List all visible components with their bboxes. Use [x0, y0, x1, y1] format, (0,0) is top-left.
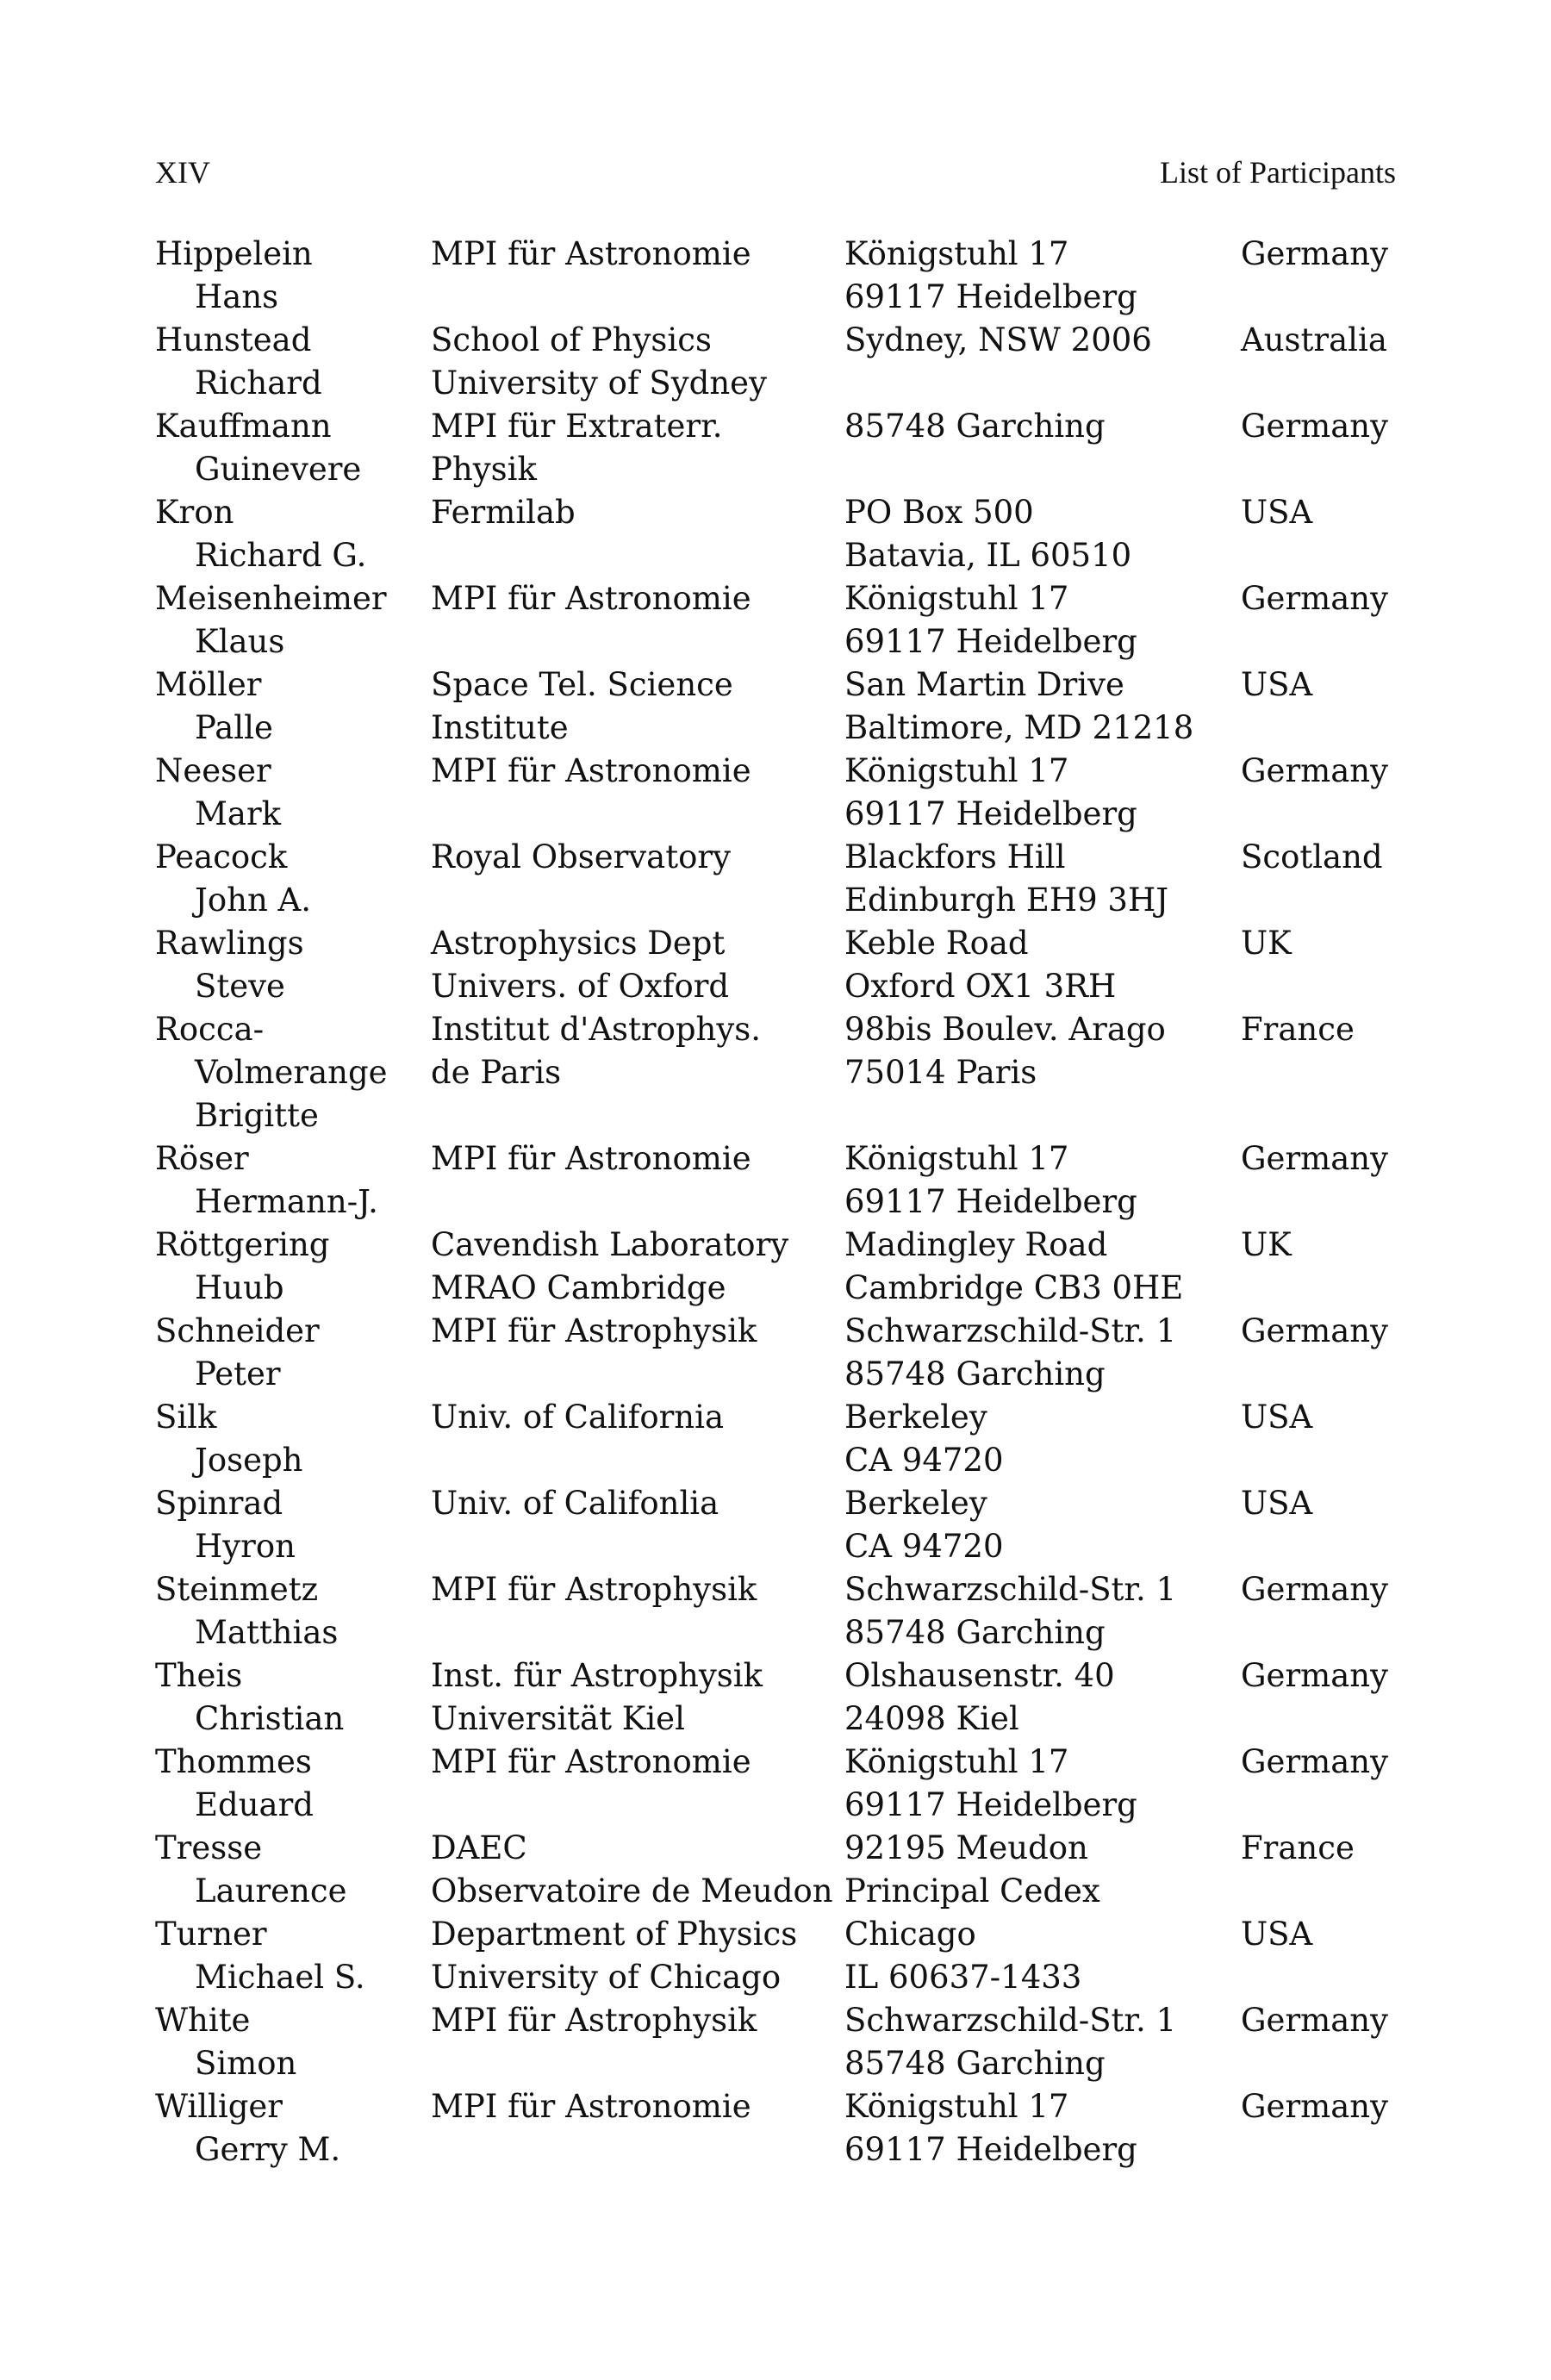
participant-institute: [431, 491, 844, 577]
participant-name: [155, 1224, 431, 1310]
participant-name: [155, 1482, 431, 1568]
participant-entry: [155, 319, 1405, 405]
participant-first-name: Hyron: [195, 1528, 296, 1565]
participant-country: [1241, 319, 1405, 405]
participant-first-name: Peter: [195, 1355, 281, 1392]
country-text: France: [1241, 1011, 1355, 1048]
participant-entry: [155, 750, 1405, 836]
participant-institute: [431, 750, 844, 836]
participant-entry: [155, 1482, 1405, 1568]
address-line: 69117 Heidelberg: [844, 795, 1137, 832]
institute-line: Fermilab: [431, 494, 576, 531]
participant-address: [844, 1396, 1241, 1482]
participant-surname: White: [155, 2002, 251, 2039]
institute-line: MPI für Astronomie: [431, 1743, 751, 1780]
address-line: Edinburgh EH9 3HJ: [844, 882, 1169, 919]
participant-name: [155, 319, 431, 405]
participant-first-name: Gerry M.: [195, 2131, 341, 2168]
address-line: Madingley Road: [844, 1226, 1108, 1263]
participant-address: [844, 664, 1241, 750]
address-line: 69117 Heidelberg: [844, 623, 1137, 660]
institute-line: MPI für Astronomie: [431, 580, 751, 617]
participant-institute: [431, 1827, 844, 1913]
participant-first-name: Laurence: [195, 1872, 347, 1910]
participant-country: [1241, 233, 1405, 319]
institute-line: MPI für Astronomie: [431, 2088, 751, 2125]
address-line: Oxford OX1 3RH: [844, 968, 1117, 1005]
running-title: List of Participants: [1160, 155, 1396, 190]
participant-first-name: Richard: [195, 364, 322, 402]
participant-entry: [155, 1999, 1405, 2085]
institute-line: MRAO Cambridge: [431, 1269, 726, 1306]
participant-entry: [155, 1396, 1405, 1482]
address-line: 85748 Garching: [844, 1614, 1106, 1651]
participant-surname: Hunstead: [155, 321, 312, 358]
participant-surname: Peacock: [155, 838, 288, 875]
country-text: UK: [1241, 925, 1292, 962]
participant-surname: Möller: [155, 666, 262, 703]
participant-name: [155, 1568, 431, 1654]
address-line: Königstuhl 17: [844, 235, 1069, 272]
participant-country: [1241, 2085, 1405, 2171]
institute-line: Inst. für Astrophysik: [431, 1657, 763, 1694]
participant-institute: [431, 319, 844, 405]
participant-surname: Volmerange: [195, 1054, 388, 1091]
participant-entry: [155, 1008, 1405, 1137]
institute-line: DAEC: [431, 1829, 527, 1866]
institute-line: de Paris: [431, 1054, 562, 1091]
address-line: IL 60637-1433: [844, 1959, 1082, 1996]
participant-entry: [155, 836, 1405, 922]
address-line: Berkeley: [844, 1485, 987, 1522]
institute-line: MPI für Astronomie: [431, 752, 751, 789]
address-line: Sydney, NSW 2006: [844, 321, 1152, 358]
participant-entry: [155, 2085, 1405, 2171]
institute-line: Department of Physics: [431, 1916, 798, 1953]
participant-address: [844, 1008, 1241, 1137]
participant-name: [155, 1310, 431, 1396]
participant-country: [1241, 1482, 1405, 1568]
participant-address: [844, 577, 1241, 664]
participant-surname: Tresse: [155, 1829, 263, 1866]
address-line: 85748 Garching: [844, 408, 1106, 445]
institute-line: Univers. of Oxford: [431, 968, 730, 1005]
participant-surname: Meisenheimer: [155, 580, 387, 617]
participant-name: [155, 1137, 431, 1224]
participant-name: [155, 664, 431, 750]
participant-address: [844, 1741, 1241, 1827]
address-line: Principal Cedex: [844, 1872, 1100, 1910]
participant-institute: [431, 1396, 844, 1482]
participant-entry: [155, 233, 1405, 319]
address-line: Olshausenstr. 40: [844, 1657, 1115, 1694]
address-line: 85748 Garching: [844, 2045, 1106, 2082]
participant-first-name: Christian: [195, 1700, 345, 1737]
institute-line: MPI für Astrophysik: [431, 1312, 757, 1349]
participant-country: [1241, 1224, 1405, 1310]
participant-name: [155, 1396, 431, 1482]
address-line: CA 94720: [844, 1528, 1004, 1565]
participant-address: [844, 2085, 1241, 2171]
country-text: Germany: [1241, 1743, 1389, 1780]
participant-surname: Steinmetz: [155, 1571, 319, 1608]
participant-first-name: Steve: [195, 968, 285, 1005]
institute-line: MPI für Astrophysik: [431, 1571, 757, 1608]
address-line: Königstuhl 17: [844, 752, 1069, 789]
participant-surname: Röser: [155, 1140, 249, 1177]
institute-line: Royal Observatory: [431, 838, 731, 875]
institute-line: Cavendish Laboratory: [431, 1226, 789, 1263]
country-text: France: [1241, 1829, 1355, 1866]
country-text: Germany: [1241, 752, 1389, 789]
country-text: Germany: [1241, 408, 1389, 445]
participant-first-name: Klaus: [195, 623, 285, 660]
institute-line: Univ. of Califonlia: [431, 1485, 719, 1522]
participant-first-name: Guinevere: [195, 451, 362, 488]
participant-surname: Neeser: [155, 752, 271, 789]
participant-country: [1241, 836, 1405, 922]
address-line: 85748 Garching: [844, 1355, 1106, 1392]
participant-institute: [431, 1310, 844, 1396]
participant-first-name: Hermann-J.: [195, 1183, 378, 1220]
address-line: 24098 Kiel: [844, 1700, 1019, 1737]
participant-address: [844, 1827, 1241, 1913]
participant-address: [844, 233, 1241, 319]
address-line: 69117 Heidelberg: [844, 278, 1137, 315]
address-line: 69117 Heidelberg: [844, 2131, 1137, 2168]
institute-line: Observatoire de Meudon: [431, 1872, 833, 1910]
address-line: Chicago: [844, 1916, 976, 1953]
participant-address: [844, 1999, 1241, 2085]
participant-name: [155, 1999, 431, 2085]
participant-name: [155, 836, 431, 922]
institute-line: MPI für Astronomie: [431, 1140, 751, 1177]
institute-line: Institute: [431, 709, 569, 746]
address-line: 92195 Meudon: [844, 1829, 1088, 1866]
country-text: Germany: [1241, 1571, 1389, 1608]
participant-country: [1241, 1008, 1405, 1137]
institute-line: MPI für Astrophysik: [431, 2002, 757, 2039]
institute-line: School of Physics: [431, 321, 712, 358]
participant-address: [844, 1654, 1241, 1741]
address-line: Schwarzschild-Str. 1: [844, 1312, 1177, 1349]
participant-country: [1241, 1741, 1405, 1827]
page-header: [155, 146, 1396, 198]
address-line: Königstuhl 17: [844, 1140, 1069, 1177]
participant-institute: [431, 233, 844, 319]
participant-institute: [431, 1913, 844, 1999]
participant-first-name: Mark: [195, 795, 282, 832]
participant-address: [844, 836, 1241, 922]
participant-surname: Spinrad: [155, 1485, 283, 1522]
address-line: Schwarzschild-Str. 1: [844, 2002, 1177, 2039]
participant-country: [1241, 664, 1405, 750]
participant-institute: [431, 405, 844, 491]
participant-first-name: Joseph: [195, 1442, 303, 1479]
country-text: Germany: [1241, 1657, 1389, 1694]
participant-institute: [431, 836, 844, 922]
country-text: UK: [1241, 1226, 1292, 1263]
participant-address: [844, 319, 1241, 405]
participant-name: [155, 233, 431, 319]
participant-name: [155, 750, 431, 836]
participant-surname: Kron: [155, 494, 234, 531]
participant-surname: Turner: [155, 1916, 267, 1953]
address-line: San Martin Drive: [844, 666, 1124, 703]
participant-address: [844, 1137, 1241, 1224]
participant-entry: [155, 405, 1405, 491]
institute-line: Universität Kiel: [431, 1700, 685, 1737]
participant-surname: Rocca-: [155, 1011, 265, 1048]
country-text: USA: [1241, 494, 1313, 531]
address-line: Königstuhl 17: [844, 580, 1069, 617]
participant-institute: [431, 1482, 844, 1568]
participant-entry: [155, 664, 1405, 750]
participant-surname: Thommes: [155, 1743, 312, 1780]
address-line: 69117 Heidelberg: [844, 1786, 1137, 1823]
institute-line: Astrophysics Dept: [431, 925, 726, 962]
country-text: Germany: [1241, 235, 1389, 272]
participant-country: [1241, 1654, 1405, 1741]
country-text: Australia: [1241, 321, 1387, 358]
country-text: Germany: [1241, 2088, 1389, 2125]
institute-line: MPI für Astronomie: [431, 235, 751, 272]
participant-name: [155, 1741, 431, 1827]
address-line: Cambridge CB3 0HE: [844, 1269, 1184, 1306]
participant-first-name: Brigitte: [195, 1097, 319, 1134]
participant-country: [1241, 491, 1405, 577]
participant-country: [1241, 1310, 1405, 1396]
address-line: 98bis Boulev. Arago: [844, 1011, 1166, 1048]
institute-line: Space Tel. Science: [431, 666, 733, 703]
participants-list: [155, 233, 1405, 2171]
participant-institute: [431, 1224, 844, 1310]
country-text: Germany: [1241, 580, 1389, 617]
participant-institute: [431, 2085, 844, 2171]
participant-first-name: Simon: [195, 2045, 297, 2082]
participant-surname: Röttgering: [155, 1226, 330, 1263]
participant-country: [1241, 1999, 1405, 2085]
address-line: Batavia, IL 60510: [844, 537, 1132, 574]
address-line: Baltimore, MD 21218: [844, 709, 1194, 746]
participant-institute: [431, 1999, 844, 2085]
participant-country: [1241, 577, 1405, 664]
participant-first-name: Richard G.: [195, 537, 367, 574]
participant-name: [155, 405, 431, 491]
participant-entry: [155, 1310, 1405, 1396]
participant-institute: [431, 577, 844, 664]
address-line: Keble Road: [844, 925, 1029, 962]
address-line: Blackfors Hill: [844, 838, 1066, 875]
participant-country: [1241, 922, 1405, 1008]
participant-first-name: Huub: [195, 1269, 284, 1306]
participant-address: [844, 1310, 1241, 1396]
participant-institute: [431, 1741, 844, 1827]
participant-first-name: Matthias: [195, 1614, 339, 1651]
institute-line: Physik: [431, 451, 537, 488]
participant-country: [1241, 750, 1405, 836]
country-text: USA: [1241, 1485, 1313, 1522]
participant-institute: [431, 922, 844, 1008]
participant-institute: [431, 1137, 844, 1224]
participant-surname: Theis: [155, 1657, 243, 1694]
participant-surname: Rawlings: [155, 925, 304, 962]
participant-first-name: Michael S.: [195, 1959, 365, 1996]
participant-entry: [155, 1827, 1405, 1913]
address-line: PO Box 500: [844, 494, 1034, 531]
country-text: Scotland: [1241, 838, 1383, 875]
institute-line: Univ. of California: [431, 1399, 725, 1436]
institute-line: Institut d'Astrophys.: [431, 1011, 762, 1048]
participant-country: [1241, 405, 1405, 491]
country-text: Germany: [1241, 1140, 1389, 1177]
participant-country: [1241, 1137, 1405, 1224]
participant-entry: [155, 1654, 1405, 1741]
participant-address: [844, 1482, 1241, 1568]
participant-surname: Hippelein: [155, 235, 313, 272]
participant-name: [155, 1008, 431, 1137]
participant-first-name: John A.: [195, 882, 312, 919]
participant-name: [155, 1654, 431, 1741]
participant-entry: [155, 577, 1405, 664]
participant-name: [155, 922, 431, 1008]
participant-institute: [431, 664, 844, 750]
participant-country: [1241, 1396, 1405, 1482]
address-line: Schwarzschild-Str. 1: [844, 1571, 1177, 1608]
country-text: USA: [1241, 1916, 1313, 1953]
participant-entry: [155, 1741, 1405, 1827]
participant-address: [844, 1913, 1241, 1999]
participant-surname: Silk: [155, 1399, 217, 1436]
institute-line: University of Chicago: [431, 1959, 782, 1996]
participant-country: [1241, 1913, 1405, 1999]
participant-first-name: Hans: [195, 278, 279, 315]
country-text: Germany: [1241, 1312, 1389, 1349]
participant-first-name: Eduard: [195, 1786, 314, 1823]
participant-name: [155, 491, 431, 577]
country-text: USA: [1241, 666, 1313, 703]
participant-name: [155, 577, 431, 664]
address-line: Königstuhl 17: [844, 2088, 1069, 2125]
participant-institute: [431, 1008, 844, 1137]
participant-address: [844, 1224, 1241, 1310]
participant-institute: [431, 1654, 844, 1741]
participant-address: [844, 491, 1241, 577]
institute-line: MPI für Extraterr.: [431, 408, 723, 445]
participant-address: [844, 405, 1241, 491]
participant-country: [1241, 1568, 1405, 1654]
address-line: CA 94720: [844, 1442, 1004, 1479]
address-line: 75014 Paris: [844, 1054, 1037, 1091]
address-line: 69117 Heidelberg: [844, 1183, 1137, 1220]
participant-name: [155, 1827, 431, 1913]
participant-surname: Williger: [155, 2088, 283, 2125]
participant-entry: [155, 1137, 1405, 1224]
participant-surname: Kauffmann: [155, 408, 332, 445]
participant-institute: [431, 1568, 844, 1654]
participant-name: [155, 1913, 431, 1999]
participant-surname: Schneider: [155, 1312, 320, 1349]
address-line: Berkeley: [844, 1399, 987, 1436]
country-text: Germany: [1241, 2002, 1389, 2039]
address-line: Königstuhl 17: [844, 1743, 1069, 1780]
participant-entry: [155, 1913, 1405, 1999]
country-text: USA: [1241, 1399, 1313, 1436]
participant-address: [844, 922, 1241, 1008]
participant-entry: [155, 491, 1405, 577]
participant-entry: [155, 1224, 1405, 1310]
participant-country: [1241, 1827, 1405, 1913]
participant-first-name: Palle: [195, 709, 273, 746]
participant-entry: [155, 1568, 1405, 1654]
participant-name: [155, 2085, 431, 2171]
participant-entry: [155, 922, 1405, 1008]
participant-address: [844, 750, 1241, 836]
page-number: XIV: [155, 155, 210, 190]
participant-address: [844, 1568, 1241, 1654]
institute-line: University of Sydney: [431, 364, 767, 402]
